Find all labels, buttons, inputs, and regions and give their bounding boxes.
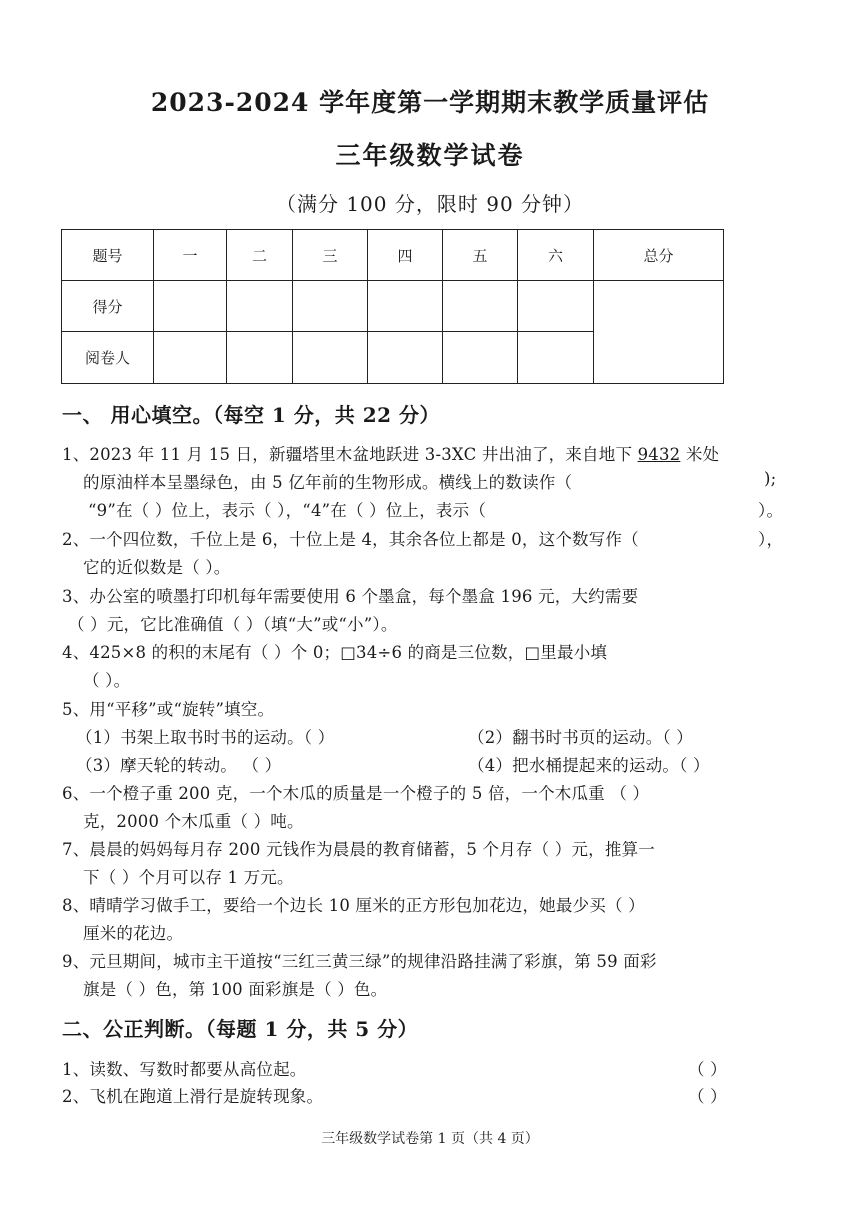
question-5-line-1: 5、用“平移”或“旋转”填空。	[62, 700, 275, 719]
score-table-col-3: 三	[293, 230, 368, 281]
page-footer: 三年级数学试卷第 1 页（共 4 页）	[321, 1131, 539, 1147]
question-6-line-2: 克，2000 个木瓜重（ ）吨。	[83, 812, 304, 831]
question-2-line-1: 2、一个四位数，千位上是 6，十位上是 4，其余各位上都是 0，这个数写作（	[62, 530, 639, 549]
question-1-line-3-end: ）。	[758, 501, 784, 520]
grader-row-label: 阅卷人	[62, 332, 154, 384]
score-cell[interactable]	[293, 281, 368, 332]
exam-subtitle: 三年级数学试卷	[335, 141, 525, 170]
score-table-col-6: 六	[518, 230, 594, 281]
score-cell[interactable]	[227, 281, 293, 332]
question-2-line-2: 它的近似数是（ ）。	[83, 558, 231, 577]
grader-cell[interactable]	[518, 332, 594, 384]
question-1-line-2-end: );	[764, 469, 777, 488]
exam-title: 2023-2024 学年度第一学期期末教学质量评估	[150, 88, 710, 117]
score-row-label: 得分	[62, 281, 154, 332]
question-1-line-2: 的原油样本呈墨绿色，由 5 亿年前的生物形成。横线上的数读作（	[83, 473, 573, 492]
question-7-line-2: 下（ ）个月可以存 1 万元。	[83, 868, 294, 887]
score-cell[interactable]	[154, 281, 227, 332]
question-3-line-1: 3、办公室的喷墨打印机每年需要使用 6 个墨盒，每个墨盒 196 元，大约需要	[62, 587, 639, 606]
score-table-header-label: 题号	[62, 230, 154, 281]
underlined-number: 9432	[637, 445, 681, 464]
question-7-line-1: 7、晨晨的妈妈每月存 200 元钱作为晨晨的教育储蓄，5 个月存（ ）元，推算一	[62, 840, 655, 859]
question-6-line-1: 6、一个橙子重 200 克，一个木瓜的质量是一个橙子的 5 倍，一个木瓜重 （ ）	[62, 784, 650, 803]
score-table	[61, 229, 724, 384]
question-5-item-4: （4）把水桶提起来的运动。（ ）	[468, 756, 710, 775]
score-cell[interactable]	[368, 281, 443, 332]
section1-heading: 一、 用心填空。（每空 1 分，共 22 分）	[62, 403, 441, 427]
judgment-answer-1[interactable]: （ ）	[688, 1060, 727, 1079]
grader-cell[interactable]	[293, 332, 368, 384]
question-3-line-2: （ ）元，它比准确值（ ）（填“大”或“小”）。	[68, 615, 398, 634]
score-table-total-label: 总分	[594, 230, 724, 281]
question-9-line-2: 旗是（ ）色，第 100 面彩旗是（ ）色。	[83, 980, 388, 999]
score-table-col-4: 四	[368, 230, 443, 281]
question-4-line-1: 4、425×8 的积的末尾有（ ）个 0；□34÷6 的商是三位数，□里最小填	[62, 643, 608, 662]
grader-cell[interactable]	[368, 332, 443, 384]
judgment-item-2: 2、飞机在跑道上滑行是旋转现象。	[62, 1087, 324, 1106]
judgment-item-1: 1、读数、写数时都要从高位起。	[62, 1060, 307, 1079]
question-2-line-1-end: ），	[758, 530, 784, 549]
question-5-item-1: （1）书架上取书时书的运动。（ ）	[76, 728, 335, 747]
score-cell[interactable]	[518, 281, 594, 332]
question-8-line-2: 厘米的花边。	[83, 924, 184, 943]
score-table-col-2: 二	[227, 230, 293, 281]
question-5-item-2: （2）翻书时书页的运动。（ ）	[468, 728, 693, 747]
question-1-line-1: 1、2023 年 11 月 15 日，新疆塔里木盆地跃进 3-3XC 井出油了，来自地下 9432 米处	[62, 445, 720, 464]
question-8-line-1: 8、晴晴学习做手工，要给一个边长 10 厘米的正方形包加花边，她最少买（ ）	[62, 896, 645, 915]
question-4-line-2: （ ）。	[83, 671, 131, 690]
question-5-item-3: （3）摩天轮的转动。 （ ）	[76, 756, 282, 775]
score-cell[interactable]	[443, 281, 518, 332]
grader-cell[interactable]	[443, 332, 518, 384]
score-table-col-5: 五	[443, 230, 518, 281]
judgment-answer-2[interactable]: （ ）	[688, 1087, 727, 1106]
exam-info: （满分 100 分，限时 90 分钟）	[275, 192, 585, 216]
question-9-line-1: 9、元旦期间，城市主干道按“三红三黄三绿”的规律沿路挂满了彩旗，第 59 面彩	[62, 952, 657, 971]
score-table-col-1: 一	[154, 230, 227, 281]
total-score-cell[interactable]	[594, 281, 724, 384]
section2-heading: 二、公正判断。（每题 1 分，共 5 分）	[62, 1017, 419, 1041]
grader-cell[interactable]	[154, 332, 227, 384]
grader-cell[interactable]	[227, 332, 293, 384]
question-1-line-3: “9”在（ ）位上，表示（ ），“4”在（ ）位上，表示（	[88, 501, 487, 520]
